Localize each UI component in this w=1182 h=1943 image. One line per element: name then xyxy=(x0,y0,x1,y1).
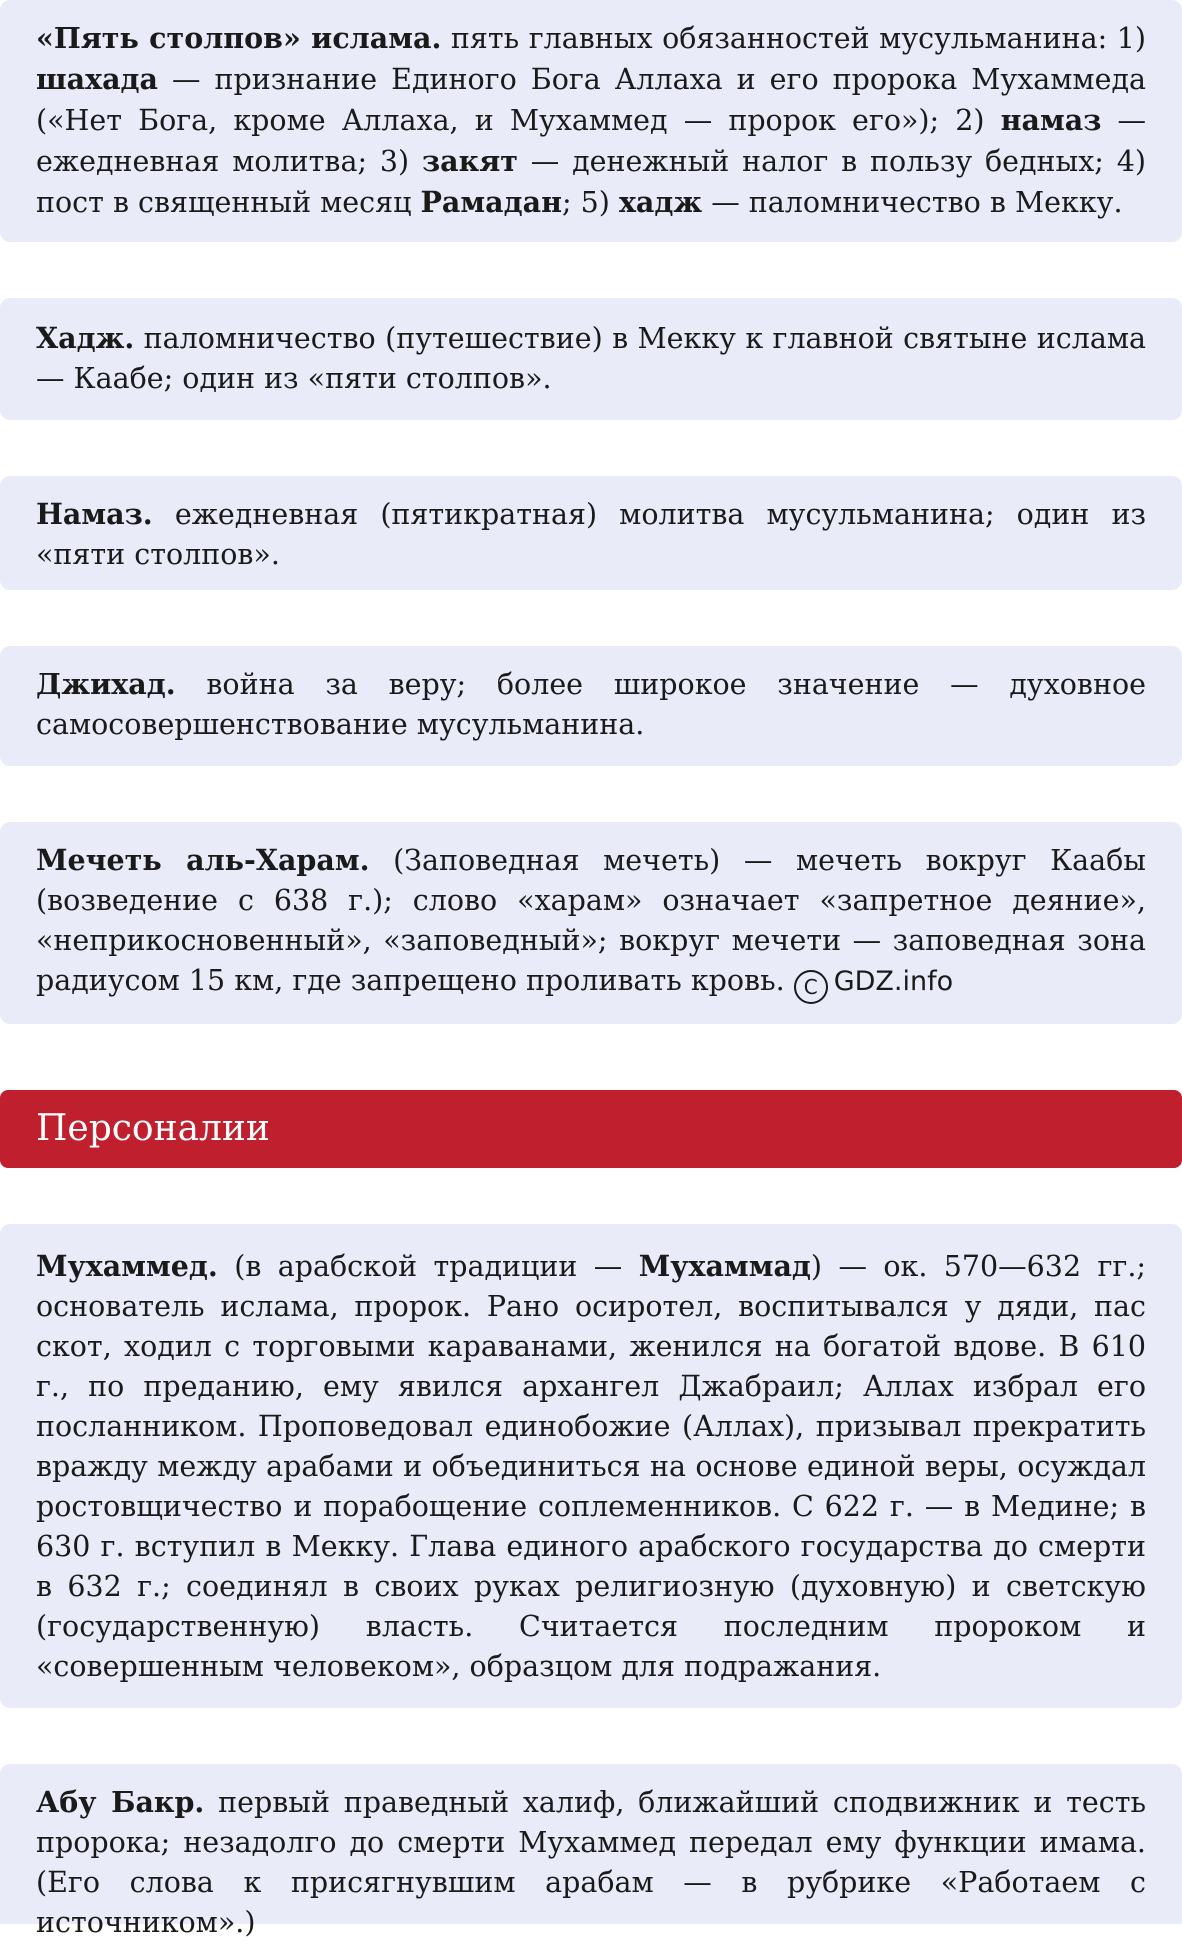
definition-term: Намаз. xyxy=(36,497,153,531)
person-text: Мухаммед. (в арабской традиции — Мухаммад) — ок. 570—632 гг.; основатель ислама, пророк. Рано осиротел, воспитывался у дяди, пас скот, ходил с торговыми караванами, женился на богатой вдове. В 610 г., по преданию, ему явился архангел Джабраил; Аллах избрал его посланником. Проповедовал единобожие (Аллах), призывал прекратить вражду между арабами и объединиться на основе единой веры, осуждал ростовщичество и порабощение соплеменников. С 622 г. — в Медине; в 630 г. вступил в Мекку. Глава единого арабского государства до смерти в 632 г.; соединял в своих руках религиозную (духовную) и светскую (государственную) власть. Считается последним пророком и «совершенным человеком», образцом для подражания. xyxy=(36,1249,1146,1683)
definition-al-haram-mosque xyxy=(0,822,1182,1024)
copyright-notice: C GDZ.info xyxy=(794,966,953,997)
definition-term: Мечеть аль-Харам. xyxy=(36,843,370,877)
definition-text: Хадж. паломничество (путешествие) в Мекку к главной святыне ислама — Каабе; один из «пяти столпов». xyxy=(36,321,1146,395)
person-abu-bakr xyxy=(0,1764,1182,1939)
definition-text: «Пять столпов» ислама. пять главных обязанностей мусульманина: 1) шахада — признание Единого Бога Аллаха и его пророка Мухаммеда («Нет Бога, кроме Аллаха, и Мухаммед — пророк его»); 2) намаз — ежедневная молитва; 3) закят — денежный налог в пользу бедных; 4) пост в священный месяц Рамадан; 5) хадж — паломничество в Мекку. xyxy=(36,21,1147,219)
person-muhammad xyxy=(0,1224,1182,1708)
definition-term: Хадж. xyxy=(36,321,135,355)
person-name: Мухаммед. xyxy=(36,1249,218,1283)
definition-hajj xyxy=(0,298,1182,420)
person-name: Абу Бакр. xyxy=(36,1785,205,1819)
person-text: Абу Бакр. первый праведный халиф, ближайший сподвижник и тесть пророка; незадолго до смерти Мухаммед передал ему функции имама. (Его слова к присягнувшим арабам — в рубрике «Работаем с источником».) xyxy=(36,1785,1146,1939)
definition-term: Джихад. xyxy=(36,667,176,701)
section-header-personalities: Персоналии xyxy=(0,1090,1182,1168)
definition-text: Мечеть аль-Харам. (Заповедная мечеть) — мечеть вокруг Каабы (возведение с 638 г.); слово «харам» означает «запретное деяние», «неприкосновенный», «заповедный»; вокруг мечети — заповедная зона радиусом 15 км, где запрещено проливать кровь. C GDZ.info xyxy=(36,840,1146,1004)
definition-jihad xyxy=(0,646,1182,766)
copyright-icon: C xyxy=(794,970,828,1004)
definition-text: Намаз. ежедневная (пятикратная) молитва мусульманина; один из «пяти столпов». xyxy=(36,497,1146,571)
definition-text: Джихад. война за веру; более широкое значение — духовное самосовершенствование мусульманина. xyxy=(36,667,1146,741)
definition-term: «Пять столпов» ислама. xyxy=(36,21,442,55)
definition-five-pillars xyxy=(0,0,1182,242)
definition-namaz xyxy=(0,476,1182,590)
